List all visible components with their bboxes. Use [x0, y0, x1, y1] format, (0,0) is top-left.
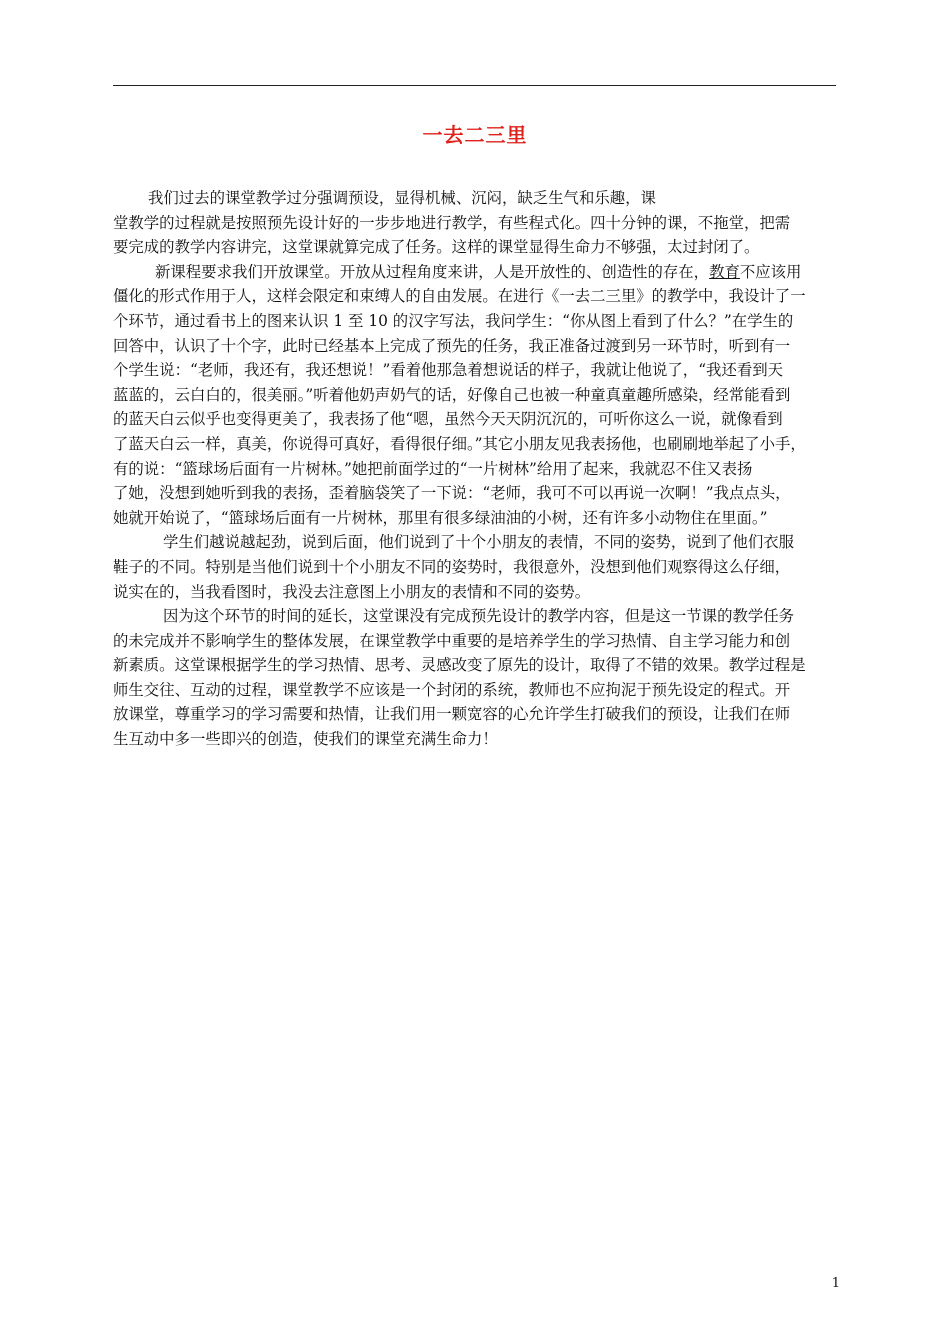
text-line: 堂教学的过程就是按照预先设计好的一步步地进行教学，有些程式化。四十分钟的课，不拖堂，把需	[113, 213, 791, 232]
paragraph-1	[113, 186, 841, 260]
page-number: 1	[831, 1276, 840, 1291]
text-line: 僵化的形式作用于人，这样会限定和束缚人的自由发展。在进行《一去二三里》的教学中，我设计了一	[113, 287, 806, 306]
underlined-link-text[interactable]: 教育	[709, 262, 740, 281]
text-segment: 新课程要求我们开放课堂。开放从过程角度来讲，人是开放性的、创造性的存在，	[155, 262, 710, 281]
text-line: 新素质。这堂课根据学生的学习热情、思考、灵感改变了原先的设计，取得了不错的效果。教学过程是	[113, 656, 806, 675]
header-rule	[113, 85, 836, 86]
text-line: 师生交往、互动的过程，课堂教学不应该是一个封闭的系统，教师也不应拘泥于预先设定的程式。开	[113, 680, 791, 699]
text-line: 个环节，通过看书上的图来认识 1 至 10 的汉字写法，我问学生：“你从图上看到了什么？”在学生的	[113, 311, 794, 330]
text-line: 说实在的，当我看图时，我没去注意图上小朋友的表情和不同的姿势。	[113, 582, 591, 601]
document-title: 一去二三里	[422, 123, 528, 147]
text-line: 放课堂，尊重学习的学习需要和热情，让我们用一颗宽容的心允许学生打破我们的预设，让我们在师	[113, 705, 791, 724]
text-line: 因为这个环节的时间的延长，这堂课没有完成预先设计的教学内容，但是这一节课的教学任务	[163, 607, 795, 626]
text-segment: 不应该用	[739, 262, 802, 281]
text-line: 的蓝天白云似乎也变得更美了，我表扬了他“嗯，虽然今天天阴沉沉的，可听你这么一说，就像看到	[113, 410, 783, 429]
text-line: 她就开始说了，“篮球场后面有一片树林，那里有很多绿油油的小树，还有许多小动物住在里面。”	[113, 508, 768, 527]
text-line: 鞋子的不同。特别是当他们说到十个小朋友不同的姿势时，我很意外，没想到他们观察得这么仔细，	[113, 557, 791, 576]
text-line: 学生们越说越起劲，说到后面，他们说到了十个小朋友的表情，不同的姿势，说到了他们衣服	[163, 533, 795, 552]
paragraph-4	[113, 604, 841, 752]
paragraph-2	[113, 260, 841, 531]
text-line: 的未完成并不影响学生的整体发展，在课堂教学中重要的是培养学生的学习热情、自主学习能力和创	[113, 631, 791, 650]
text-line: 了蓝天白云一样，真美，你说得可真好，看得很仔细。”其它小朋友见我表扬他，也刷刷地举起了小手，	[113, 434, 806, 453]
text-line: 我们过去的课堂教学过分强调预设，显得机械、沉闷，缺乏生气和乐趣，课	[148, 189, 656, 207]
text-line: 了她，没想到她听到我的表扬，歪着脑袋笑了一下说：“老师，我可不可以再说一次啊！”我点点头，	[113, 484, 791, 503]
text-line: 蓝蓝的，云白白的，很美丽。”听着他奶声奶气的话，好像自己也被一种童真童趣所感染，经常能看到	[113, 385, 791, 404]
text-line: 回答中，认识了十个字，此时已经基本上完成了预先的任务，我正准备过渡到另一环节时，听到有一	[113, 336, 791, 355]
text-line	[113, 260, 841, 285]
text-line: 生互动中多一些即兴的创造，使我们的课堂充满生命力！	[113, 730, 498, 749]
text-line: 有的说：“篮球场后面有一片树林。”她把前面学过的“一片树林”给用了起来，我就忍不住又表扬	[113, 459, 753, 478]
document-body	[113, 186, 841, 752]
paragraph-3	[113, 530, 841, 604]
text-line: 个学生说：“老师，我还有，我还想说！”看着他那急着想说话的样子，我就让他说了，“我还看到天	[113, 361, 784, 380]
text-line: 要完成的教学内容讲完，这堂课就算完成了任务。这样的课堂显得生命力不够强，太过封闭了。	[113, 238, 760, 257]
